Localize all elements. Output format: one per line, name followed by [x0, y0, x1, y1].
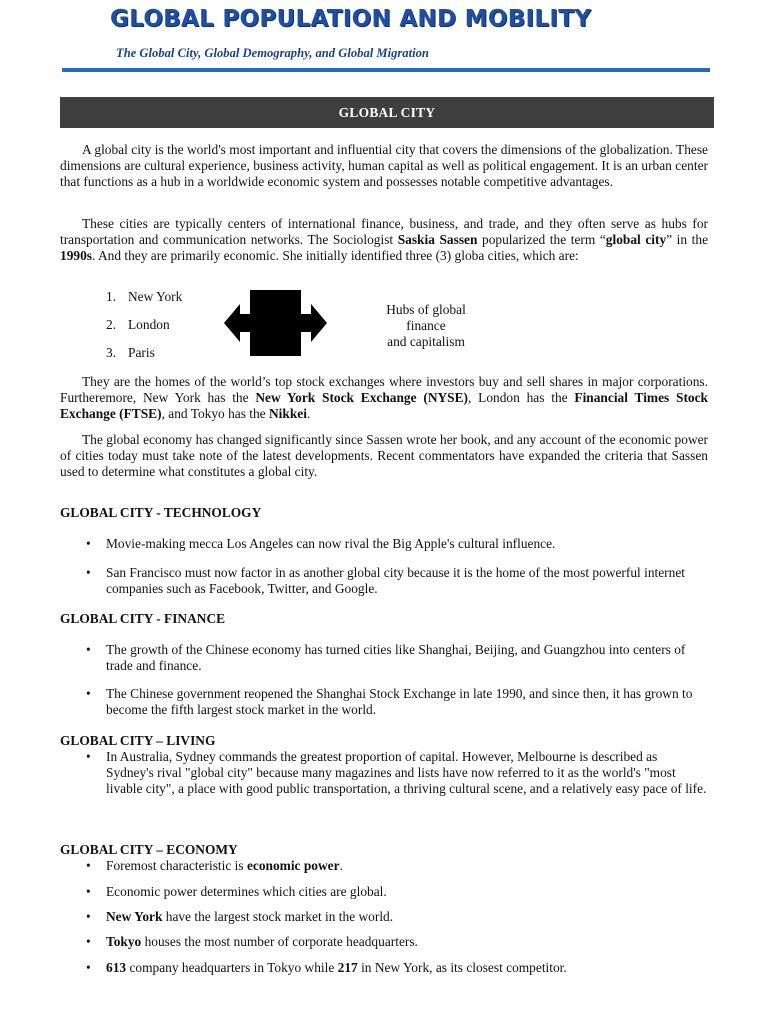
decade-term: 1990s [60, 248, 92, 263]
list-item [106, 345, 182, 373]
heading-finance: GLOBAL CITY - FINANCE [60, 611, 226, 626]
hubs-caption-line: Hubs of global finance [386, 302, 466, 333]
text-run: have the largest stock market in the world. [162, 909, 394, 924]
text-run: , London has the [468, 390, 575, 405]
bullet-icon: • [86, 749, 91, 764]
heading-living: GLOBAL CITY – LIVING [60, 733, 216, 748]
bullet-icon: • [86, 565, 91, 580]
text-run: in New York, as its closest competitor. [357, 960, 567, 975]
document-subtitle: The Global City, Global Demography, and Global Migration [116, 46, 429, 60]
page-header [0, 0, 768, 80]
document-title: GLOBAL POPULATION AND MOBILITY [110, 6, 592, 32]
list-item [106, 289, 182, 317]
bullet-text: In Australia, Sydney commands the greatest proportion of capital. However, Melbourne is described as Sydney's rival "global city" because many magazines and lists have now referred to it as the world's "most livable city", a place with good public transportation, a thriving cultural scene, and a relatively easy pace of life. [106, 749, 707, 796]
bullet-text: The Chinese government reopened the Shanghai Stock Exchange in late 1990, and since then, it has grown to become the fifth largest stock market in the world. [106, 686, 693, 717]
text-run: . [306, 406, 311, 421]
text-run: These cities are typically centers of international finance, business, and trade, and they often serve as hubs for transportation and communication networks. The Sociologist [60, 216, 708, 247]
tokyo-count: 613 [106, 960, 127, 975]
global-city-term: global city [605, 232, 667, 247]
text-run: Foremost characteristic is [106, 858, 247, 873]
bullet-text: The growth of the Chinese economy has turned cities like Shanghai, Beijing, and Guangzhou into centers of trade and finance. [106, 642, 686, 673]
bullet-text [106, 934, 708, 950]
economy-changed-paragraph: The global economy has changed significantly since Sassen wrote her book, and any account of the economic power of cities today must take note of the latest developments. Recent commentators have expanded the criteria that Sassen used to determine what constitutes a global city. [60, 432, 708, 479]
sassen-name: Saskia Sassen [397, 232, 478, 247]
bullet-text [106, 858, 708, 874]
bullet-icon: • [86, 960, 91, 975]
bullet-text: Economic power determines which cities are global. [106, 884, 387, 899]
bullet-text: San Francisco must now factor in as another global city because it is the home of the most powerful internet companies such as Facebook, Twitter, and Google. [106, 565, 685, 596]
text-run: company headquarters in Tokyo while [126, 960, 338, 975]
heading-technology: GLOBAL CITY - TECHNOLOGY [60, 505, 262, 520]
economic-power-term: economic power [246, 858, 340, 873]
text-run: . [339, 858, 343, 873]
new-york-term: New York [106, 909, 163, 924]
ftse-term: Financial Times Stock Exchange (FTSE) [60, 390, 709, 421]
city-list [106, 289, 182, 373]
hubs-caption [368, 302, 484, 350]
city-name: Paris [128, 345, 155, 360]
text-run: popularized the term “ [477, 232, 606, 247]
double-headed-arrow-icon [224, 290, 328, 356]
header-rule [62, 68, 710, 72]
city-name: New York [128, 289, 183, 304]
tokyo-term: Tokyo [106, 934, 142, 949]
intro-paragraph-1: A global city is the world's most important and influential city that covers the dimensions of the globalization. These dimensions are cultural experience, business activity, human capital as well as political engagement. It is an urban center that functions as a hub in a worldwide economic system and possesses notable competitive advantages. [60, 142, 708, 189]
text-run: . And they are primarily economic. She initially identified three (3) globa cities, which are: [92, 248, 579, 263]
bullet-text: Movie-making mecca Los Angeles can now rival the Big Apple's cultural influence. [106, 536, 556, 551]
text-run: ” in the [666, 232, 709, 247]
heading-economy: GLOBAL CITY – ECONOMY [60, 842, 238, 857]
nyse-term: New York Stock Exchange (NYSE) [255, 390, 469, 405]
bullet-icon: • [86, 686, 91, 701]
text-run: , and Tokyo has the [161, 406, 269, 421]
hubs-caption-line: and capitalism [387, 334, 465, 349]
new-york-count: 217 [337, 960, 358, 975]
bullet-icon: • [86, 934, 91, 949]
list-number: 2. [106, 317, 117, 332]
nikkei-term: Nikkei [268, 406, 307, 421]
intro-paragraph-2 [60, 216, 708, 264]
bullet-text [106, 909, 708, 925]
section-title-bar: GLOBAL CITY [60, 97, 714, 128]
bullet-icon: • [86, 884, 91, 899]
bullet-icon: • [86, 858, 91, 873]
stock-exchanges-paragraph [60, 374, 708, 422]
text-run: They are the homes of the world’s top stock exchanges where investors buy and sell shares in major corporations. Furtheremore, New York has the [60, 374, 708, 405]
bullet-icon: • [86, 536, 91, 551]
bullet-icon: • [86, 642, 91, 657]
bullet-text [106, 960, 708, 976]
list-item [106, 317, 182, 345]
bullet-icon: • [86, 909, 91, 924]
text-run: houses the most number of corporate headquarters. [141, 934, 418, 949]
city-name: London [128, 317, 170, 332]
list-number: 1. [106, 289, 117, 304]
list-number: 3. [106, 345, 117, 360]
